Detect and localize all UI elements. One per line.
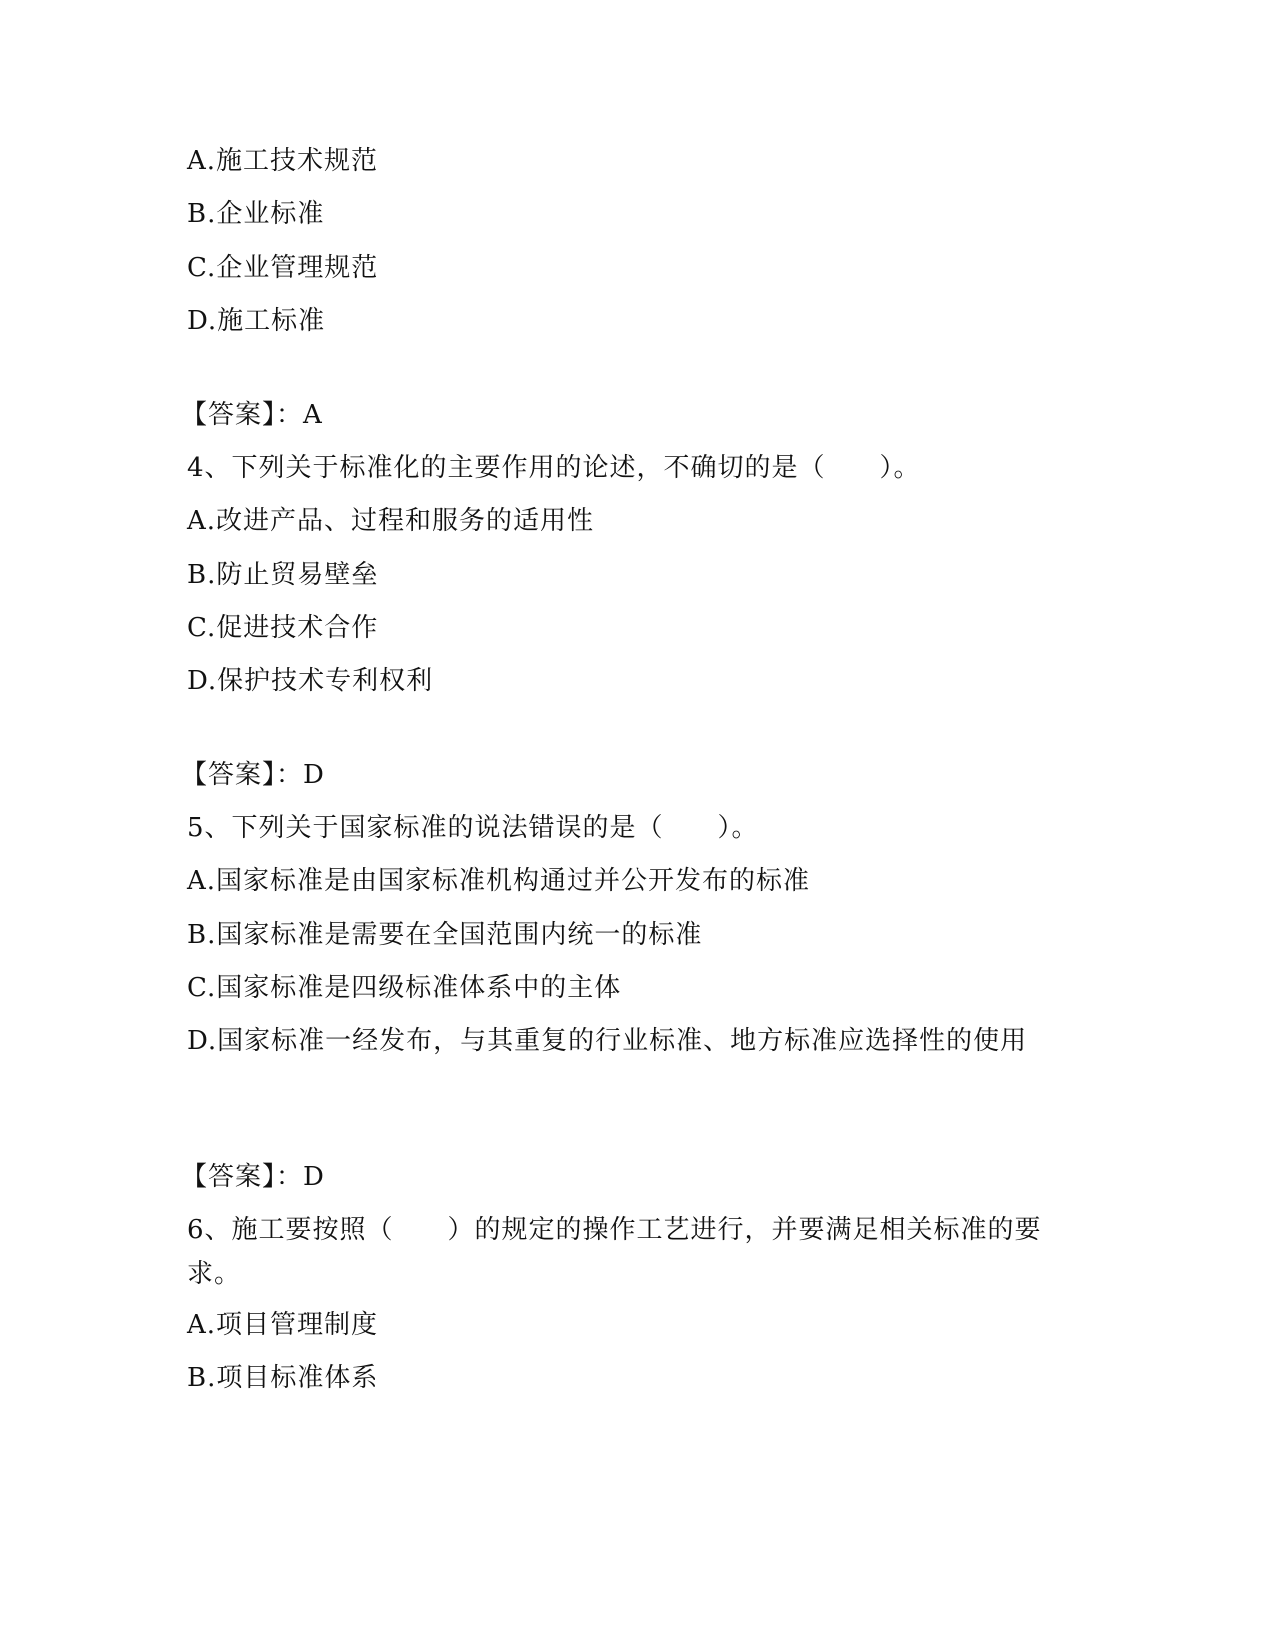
q4-option-d: D.保护技术专利权利 — [187, 666, 434, 696]
q6-option-b: B.项目标准体系 — [187, 1363, 379, 1393]
q5-question: 5、下列关于国家标准的说法错误的是（ ）。 — [187, 813, 759, 843]
q5-option-b: B.国家标准是需要在全国范围内统一的标准 — [187, 920, 703, 950]
q4-option-b: B.防止贸易壁垒 — [187, 560, 379, 590]
q3-answer: 【答案】：A — [181, 400, 323, 430]
q3-option-b: B.企业标准 — [187, 199, 325, 229]
q3-option-a: A.施工技术规范 — [187, 146, 379, 176]
q3-option-c: C.企业管理规范 — [187, 253, 379, 283]
q5-answer: 【答案】：D — [181, 1162, 325, 1192]
q6-question: 6、施工要按照（ ）的规定的操作工艺进行，并要满足相关标准的要求。 — [187, 1215, 1042, 1289]
q4-option-c: C.促进技术合作 — [187, 613, 379, 643]
q4-option-a: A.改进产品、过程和服务的适用性 — [187, 506, 595, 536]
q4-answer: 【答案】：D — [181, 760, 325, 790]
q6-option-a: A.项目管理制度 — [187, 1310, 379, 1340]
q5-option-c: C.国家标准是四级标准体系中的主体 — [187, 973, 622, 1003]
q4-question: 4、下列关于标准化的主要作用的论述，不确切的是（ ）。 — [187, 453, 921, 483]
q5-option-a: A.国家标准是由国家标准机构通过并公开发布的标准 — [187, 866, 811, 896]
q3-option-d: D.施工标准 — [187, 306, 326, 336]
q5-option-d: D.国家标准一经发布，与其重复的行业标准、地方标准应选择性的使用 — [187, 1026, 1028, 1056]
